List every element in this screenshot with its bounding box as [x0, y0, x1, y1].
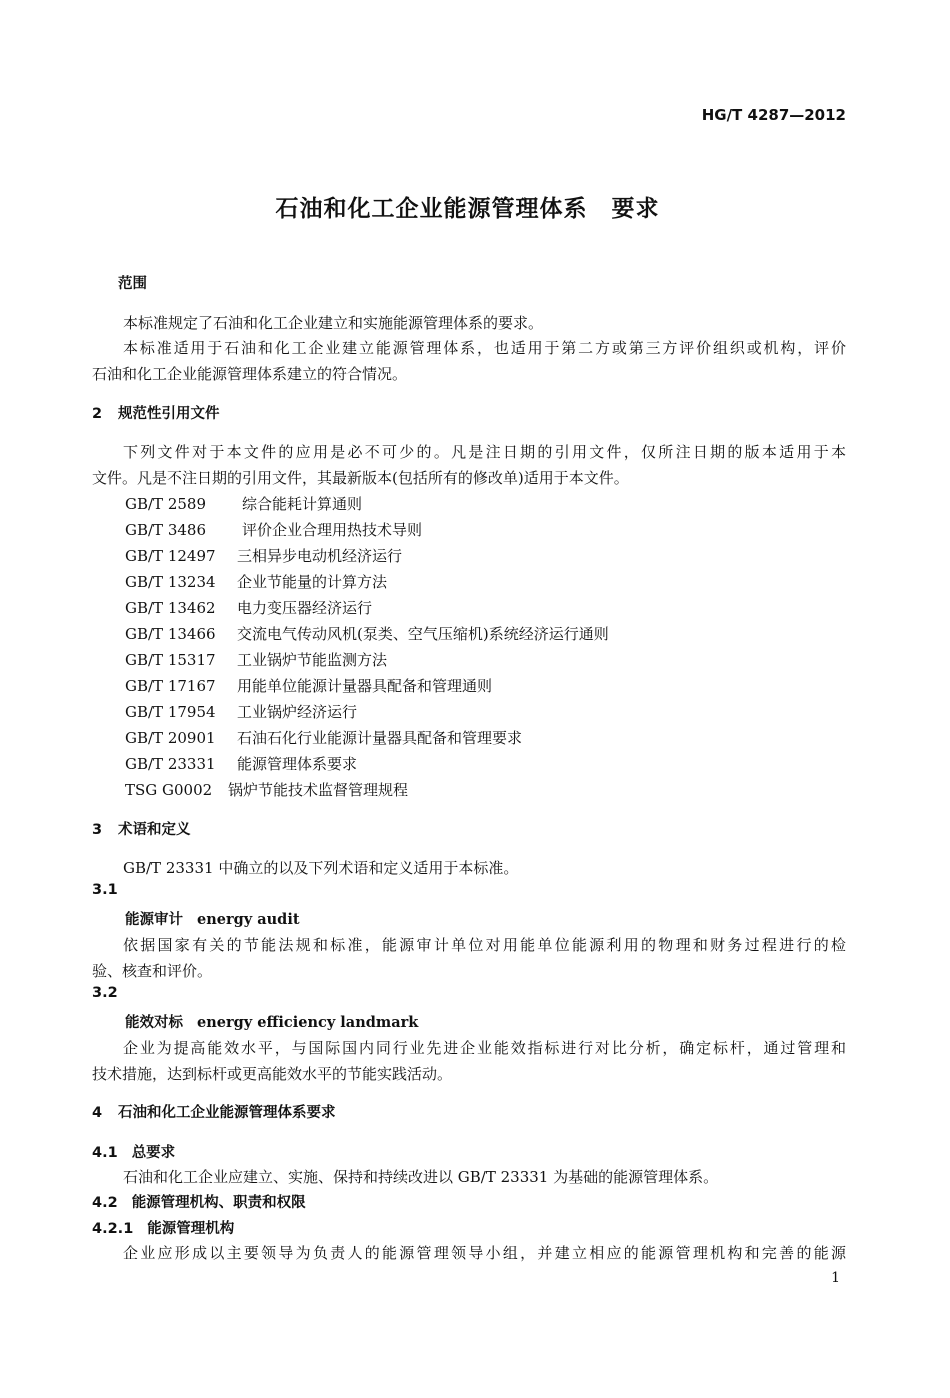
paragraph: 石油和化工企业能源管理体系建立的符合情况。: [92, 365, 408, 383]
reference-item: GB/T 13234 企业节能量的计算方法: [125, 573, 388, 591]
page-number: 1: [831, 1270, 840, 1286]
reference-item: GB/T 17167 用能单位能源计量器具配备和管理通则: [125, 677, 493, 695]
subsection-heading-energy-management-body: 4.2.1 能源管理机构: [92, 1221, 235, 1237]
paragraph: 本标准规定了石油和化工企业建立和实施能源管理体系的要求。: [123, 314, 544, 332]
section-heading-terms: 3 术语和定义: [92, 822, 191, 838]
reference-item: GB/T 2589 综合能耗计算通则: [125, 495, 363, 513]
reference-item: GB/T 15317 工业锅炉节能监测方法: [125, 651, 388, 669]
term-definition: 技术措施，达到标杆或更高能效水平的节能实践活动。: [92, 1065, 453, 1083]
term-definition: 依据国家有关的节能法规和标准，能源审计单位对用能单位能源利用的物理和财务过程进行的检: [123, 936, 846, 954]
paragraph: 石油和化工企业应建立、实施、保持和持续改进以 GB/T 23331 为基础的能源管理体系。: [123, 1168, 719, 1186]
paragraph: 企业应形成以主要领导为负责人的能源管理领导小组，并建立相应的能源管理机构和完善的能源: [123, 1244, 846, 1262]
section-heading-scope: 范围: [118, 276, 147, 292]
subsection-heading-organization: 4.2 能源管理机构、职责和权限: [92, 1195, 306, 1211]
term-definition: 验、核查和评价。: [92, 962, 213, 980]
reference-item: GB/T 3486 评价企业合理用热技术导则: [125, 521, 423, 539]
reference-item: GB/T 20901 石油石化行业能源计量器具配备和管理要求: [125, 729, 523, 747]
term-entry: 能效对标 energy efficiency landmark: [125, 1014, 419, 1031]
reference-item: GB/T 17954 工业锅炉经济运行: [125, 703, 358, 721]
reference-item: TSG G0002 锅炉节能技术监督管理规程: [125, 781, 409, 799]
reference-item: GB/T 23331 能源管理体系要求: [125, 755, 358, 773]
paragraph: GB/T 23331 中确立的以及下列术语和定义适用于本标准。: [123, 859, 519, 877]
reference-item: GB/T 13466 交流电气传动风机(泵类、空气压缩机)系统经济运行通则: [125, 625, 609, 643]
paragraph: 文件。凡是不注日期的引用文件，其最新版本(包括所有的修改单)适用于本文件。: [92, 469, 629, 487]
term-entry: 能源审计 energy audit: [125, 911, 300, 928]
document-title: 石油和化工企业能源管理体系 要求: [275, 196, 660, 222]
reference-item: GB/T 12497 三相异步电动机经济运行: [125, 547, 403, 565]
reference-item: GB/T 13462 电力变压器经济运行: [125, 599, 373, 617]
paragraph: 下列文件对于本文件的应用是必不可少的。凡是注日期的引用文件，仅所注日期的版本适用于本: [123, 443, 846, 461]
document-code: HG/T 4287—2012: [701, 106, 846, 124]
paragraph: 本标准适用于石油和化工企业建立能源管理体系，也适用于第二方或第三方评价组织或机构，评价: [123, 339, 846, 357]
subsection-heading-general: 4.1 总要求: [92, 1145, 176, 1161]
term-number: 3.1: [92, 882, 118, 898]
section-heading-requirements: 4 石油和化工企业能源管理体系要求: [92, 1105, 336, 1121]
section-heading-normative-references: 2 规范性引用文件: [92, 406, 220, 422]
term-definition: 企业为提高能效水平，与国际国内同行业先进企业能效指标进行对比分析，确定标杆，通过管理和: [123, 1039, 846, 1057]
term-number: 3.2: [92, 985, 118, 1001]
